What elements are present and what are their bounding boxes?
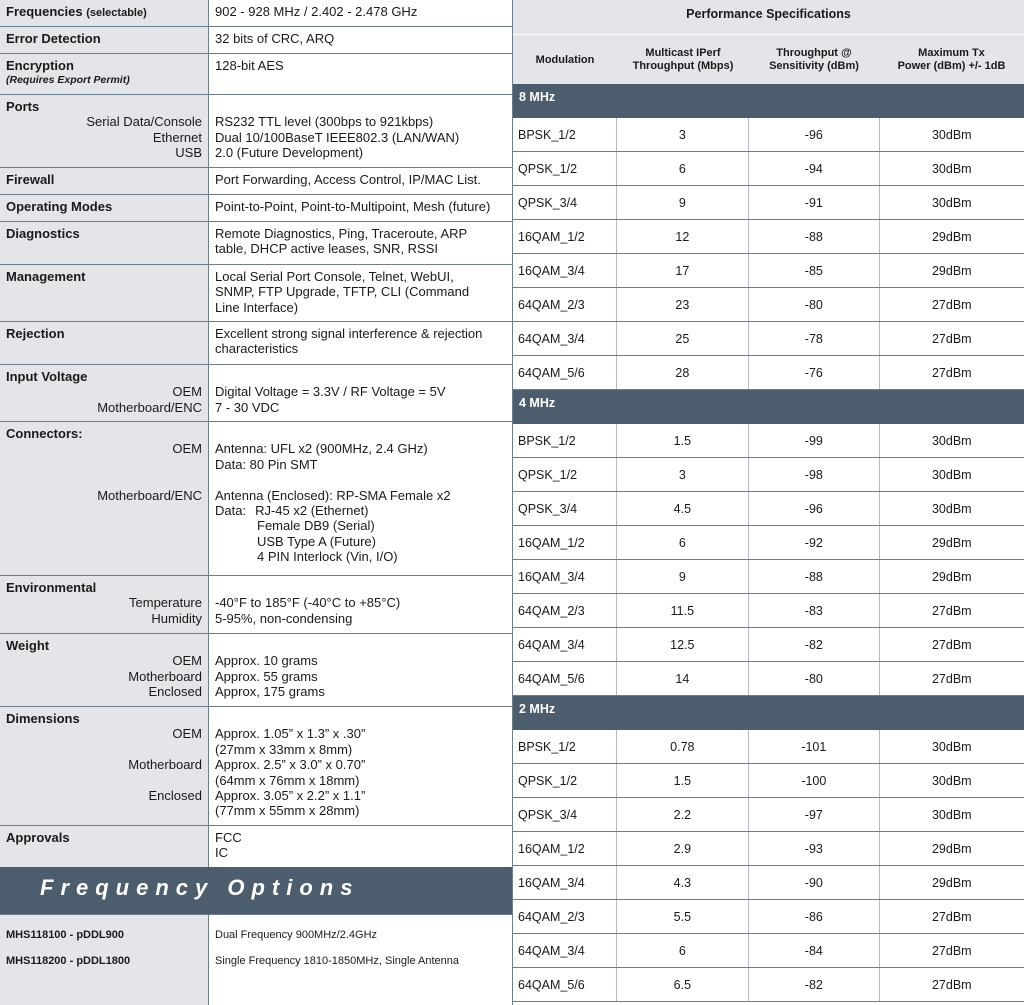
throughput-cell: 9 — [617, 560, 749, 593]
table-row — [513, 356, 1024, 390]
spec-sublabel: Temperature — [129, 595, 202, 611]
spec-value-prefix: Data: — [215, 503, 247, 519]
modulation-cell: 16QAM_1/2 — [513, 220, 617, 253]
tx-power-cell: 30dBm — [931, 433, 972, 448]
table-row — [513, 186, 1024, 220]
sensitivity-cell: -88 — [749, 220, 879, 253]
tx-power-cell: 27dBm — [931, 977, 972, 992]
throughput-cell: 12.5 — [617, 628, 749, 661]
modulation-cell: QPSK_3/4 — [513, 186, 617, 219]
spec-value: (77mm x 55mm x 28mm) — [215, 803, 360, 819]
tx-power-cell: 30dBm — [931, 739, 972, 754]
spec-row-connectors — [0, 422, 512, 576]
spec-label: Management — [6, 269, 86, 284]
modulation-cell: 16QAM_1/2 — [513, 832, 617, 865]
spec-row-ports — [0, 95, 512, 168]
table-row — [513, 628, 1024, 662]
throughput-cell: 3 — [617, 458, 749, 491]
column-header — [513, 35, 617, 85]
table-row — [513, 220, 1024, 254]
table-row — [513, 764, 1024, 798]
tx-power-cell: 29dBm — [931, 875, 972, 890]
throughput-cell: 1.5 — [617, 764, 749, 797]
spec-label — [0, 27, 209, 53]
spec-sublabel: Motherboard — [128, 757, 202, 773]
modulation-cell: BPSK_1/2 — [513, 730, 617, 763]
modulation-cell: 16QAM_3/4 — [513, 866, 617, 899]
table-row — [513, 526, 1024, 560]
sensitivity-cell: -100 — [749, 764, 879, 797]
column-header — [879, 35, 1024, 85]
spec-value: Digital Voltage = 3.3V / RF Voltage = 5V — [215, 384, 446, 400]
modulation-cell: 64QAM_3/4 — [513, 628, 617, 661]
option-description: Dual Frequency 900MHz/2.4GHz — [215, 929, 378, 941]
frequency-options-list — [0, 915, 512, 1005]
spec-value: SNMP, FTP Upgrade, TFTP, CLI (Command — [215, 284, 470, 300]
sensitivity-cell: -96 — [749, 492, 879, 525]
spec-row-operating-modes — [0, 195, 512, 222]
sensitivity-cell: -97 — [749, 798, 879, 831]
sensitivity-cell: -92 — [749, 526, 879, 559]
table-row — [513, 662, 1024, 696]
sensitivity-cell: -99 — [749, 424, 879, 457]
spec-row-weight — [0, 634, 512, 707]
spec-sublabel: OEM — [172, 441, 202, 457]
tx-power-cell: 30dBm — [931, 161, 972, 176]
throughput-cell: 2.2 — [617, 798, 749, 831]
spec-value: 32 bits of CRC, ARQ — [215, 31, 335, 46]
spec-value: (64mm x 76mm x 18mm) — [215, 772, 360, 788]
modulation-cell: 16QAM_3/4 — [513, 560, 617, 593]
spec-value: Approx. 3.05” x 2.2” x 1.1” — [215, 788, 366, 804]
spec-row-input-voltage — [0, 365, 512, 422]
spec-value: Point-to-Point, Point-to-Multipoint, Mesh (future) — [215, 199, 491, 214]
modulation-cell: 64QAM_2/3 — [513, 288, 617, 321]
spec-label: Input Voltage — [6, 369, 88, 384]
spec-value: 902 - 928 MHz / 2.402 - 2.478 GHz — [215, 4, 418, 19]
tx-power-cell: 29dBm — [931, 569, 972, 584]
modulation-cell: QPSK_1/2 — [513, 458, 617, 491]
option-description: Single Frequency 1810-1850MHz, Single Antenna — [215, 955, 459, 967]
spec-sublabel: OEM — [172, 384, 202, 400]
spec-row-environmental — [0, 576, 512, 634]
modulation-cell: 64QAM_5/6 — [513, 356, 617, 389]
tx-power-cell: 29dBm — [931, 535, 972, 550]
throughput-cell: 14 — [617, 662, 749, 695]
tx-power-cell: 30dBm — [931, 807, 972, 822]
throughput-cell: 12 — [617, 220, 749, 253]
spec-row-dimensions — [0, 707, 512, 826]
spec-value: USB Type A (Future) — [257, 533, 376, 549]
throughput-cell: 6.5 — [617, 968, 749, 1001]
tx-power-cell: 27dBm — [931, 365, 972, 380]
throughput-cell: 25 — [617, 322, 749, 355]
spec-sublabel: OEM — [172, 726, 202, 742]
spec-value: 7 - 30 VDC — [215, 399, 280, 415]
throughput-cell: 11.5 — [617, 594, 749, 627]
spec-value: characteristics — [215, 341, 299, 357]
modulation-cell: QPSK_1/2 — [513, 152, 617, 185]
spec-sublabel: Motherboard/ENC — [97, 399, 202, 415]
spec-label: Approvals — [6, 830, 70, 845]
spec-value: Remote Diagnostics, Ping, Traceroute, ARP — [215, 226, 468, 241]
spec-value: Line Interface) — [215, 299, 299, 315]
sensitivity-cell: -82 — [749, 628, 879, 661]
modulation-cell: 16QAM_1/2 — [513, 526, 617, 559]
column-header-text: Multicast IPerf Throughput (Mbps) — [632, 47, 734, 72]
tx-power-cell: 30dBm — [931, 773, 972, 788]
spec-value: Approx. 2.5” x 3.0” x 0.70” — [215, 757, 366, 773]
spec-row-frequencies — [0, 0, 512, 27]
tx-power-cell: 29dBm — [931, 229, 972, 244]
throughput-cell: 6 — [617, 934, 749, 967]
spec-value: 4 PIN Interlock (Vin, I/O) — [257, 549, 398, 565]
tx-power-cell: 30dBm — [931, 467, 972, 482]
modulation-cell: QPSK_3/4 — [513, 798, 617, 831]
spec-sublabel: Enclosed — [148, 684, 202, 700]
tx-power-cell: 30dBm — [931, 127, 972, 142]
modulation-cell: BPSK_1/2 — [513, 118, 617, 151]
spec-value: Female DB9 (Serial) — [257, 518, 375, 534]
spec-row-rejection — [0, 322, 512, 365]
tx-power-cell: 27dBm — [931, 331, 972, 346]
table-row — [513, 458, 1024, 492]
frequency-options-title: Frequency Options — [40, 875, 360, 900]
table-row — [513, 832, 1024, 866]
spec-value: Dual 10/100BaseT IEEE802.3 (LAN/WAN) — [215, 129, 460, 145]
spec-value: Antenna (Enclosed): RP-SMA Female x2 — [215, 487, 451, 503]
spec-label-note: (selectable) — [86, 7, 147, 19]
tx-power-cell: 29dBm — [931, 263, 972, 278]
throughput-cell: 4.3 — [617, 866, 749, 899]
spec-sublabel: Enclosed — [148, 788, 202, 804]
modulation-cell: 64QAM_3/4 — [513, 934, 617, 967]
performance-title: Performance Specifications — [513, 0, 1024, 34]
sensitivity-cell: -98 — [749, 458, 879, 491]
throughput-cell: 2.9 — [617, 832, 749, 865]
spec-value: 128-bit AES — [215, 58, 284, 73]
modulation-cell: QPSK_1/2 — [513, 764, 617, 797]
throughput-cell: 9 — [617, 186, 749, 219]
table-row — [513, 288, 1024, 322]
spec-label: Dimensions — [6, 711, 80, 726]
table-row — [513, 594, 1024, 628]
spec-value: Antenna: UFL x2 (900MHz, 2.4 GHz) — [215, 441, 428, 457]
tx-power-cell: 29dBm — [931, 841, 972, 856]
spec-row-encryption — [0, 54, 512, 95]
spec-sublabel: Motherboard/ENC — [97, 487, 202, 503]
sensitivity-cell: -86 — [749, 900, 879, 933]
spec-label: Diagnostics — [6, 226, 80, 241]
spec-value: Data: 80 Pin SMT — [215, 456, 318, 472]
spec-value: -40°F to 185°F (-40°C to +85°C) — [215, 595, 401, 611]
modulation-cell: 64QAM_2/3 — [513, 900, 617, 933]
column-header-text: Maximum Tx Power (dBm) +/- 1dB — [897, 47, 1006, 72]
table-row — [513, 152, 1024, 186]
throughput-cell: 6 — [617, 526, 749, 559]
spec-value: Approx. 10 grams — [215, 653, 318, 669]
column-header — [617, 35, 749, 85]
spec-value: Port Forwarding, Access Control, IP/MAC List. — [215, 172, 481, 187]
table-row — [513, 934, 1024, 968]
spec-label: Rejection — [6, 326, 65, 341]
column-header — [749, 35, 879, 85]
column-header-text: Throughput @ Sensitivity (dBm) — [769, 47, 859, 72]
tx-power-cell: 27dBm — [931, 297, 972, 312]
spec-row-firewall — [0, 168, 512, 195]
spec-label: Ports — [6, 99, 40, 114]
spec-label: Frequencies — [6, 4, 83, 19]
throughput-cell: 6 — [617, 152, 749, 185]
table-row — [513, 900, 1024, 934]
throughput-cell: 23 — [617, 288, 749, 321]
spec-label-text: Error Detection — [6, 31, 101, 46]
tx-power-cell: 27dBm — [931, 603, 972, 618]
performance-table — [512, 0, 1024, 1005]
sensitivity-cell: -85 — [749, 254, 879, 287]
sensitivity-cell: -84 — [749, 934, 879, 967]
tx-power-cell: 30dBm — [931, 501, 972, 516]
table-row — [513, 254, 1024, 288]
spec-value: (27mm x 33mm x 8mm) — [215, 741, 353, 757]
spec-row-management — [0, 265, 512, 322]
table-row — [513, 118, 1024, 152]
spec-row-diagnostics — [0, 222, 512, 265]
table-row — [513, 730, 1024, 764]
bandwidth-group-header: 8 MHz — [513, 84, 1024, 118]
spec-value: Local Serial Port Console, Telnet, WebUI, — [215, 269, 454, 284]
spec-row-approvals — [0, 826, 512, 867]
sensitivity-cell: -94 — [749, 152, 879, 185]
sensitivity-cell: -80 — [749, 662, 879, 695]
modulation-cell: BPSK_1/2 — [513, 424, 617, 457]
spec-value: RJ-45 x2 (Ethernet) — [255, 503, 369, 519]
throughput-cell: 1.5 — [617, 424, 749, 457]
tx-power-cell: 27dBm — [931, 637, 972, 652]
throughput-cell: 3 — [617, 118, 749, 151]
spec-value: FCC — [215, 830, 242, 845]
spec-sublabel: Motherboard — [128, 668, 202, 684]
spec-label: Operating Modes — [6, 199, 113, 214]
spec-sublabel: USB — [175, 145, 202, 161]
spec-value: 5-95%, non-condensing — [215, 610, 353, 626]
throughput-cell: 17 — [617, 254, 749, 287]
spec-value: 2.0 (Future Development) — [215, 145, 364, 161]
spec-label: Environmental — [6, 580, 97, 595]
table-row — [513, 866, 1024, 900]
modulation-cell: 64QAM_2/3 — [513, 594, 617, 627]
sensitivity-cell: -91 — [749, 186, 879, 219]
tx-power-cell: 27dBm — [931, 909, 972, 924]
modulation-cell: 64QAM_5/6 — [513, 662, 617, 695]
option-model: MHS118200 - pDDL1800 — [6, 955, 131, 967]
sensitivity-cell: -83 — [749, 594, 879, 627]
column-header-text: Modulation — [535, 53, 595, 66]
tx-power-cell: 27dBm — [931, 671, 972, 686]
tx-power-cell: 30dBm — [931, 195, 972, 210]
spec-sublabel: Ethernet — [152, 129, 202, 145]
spec-value: table, DHCP active leases, SNR, RSSI — [215, 241, 439, 257]
spec-value: Excellent strong signal interference & rejection — [215, 326, 483, 341]
throughput-cell: 5.5 — [617, 900, 749, 933]
throughput-cell: 4.5 — [617, 492, 749, 525]
spec-value: Approx. 1.05” x 1.3” x .30” — [215, 726, 366, 742]
spec-sublabel: OEM — [172, 653, 202, 669]
modulation-cell: 64QAM_3/4 — [513, 322, 617, 355]
spec-sublabel: Serial Data/Console — [86, 114, 202, 130]
sensitivity-cell: -93 — [749, 832, 879, 865]
table-row — [513, 492, 1024, 526]
sensitivity-cell: -90 — [749, 866, 879, 899]
sensitivity-cell: -101 — [749, 730, 879, 763]
frequency-options-banner — [0, 867, 512, 915]
spec-value: IC — [215, 845, 228, 861]
spec-value: RS232 TTL level (300bps to 921kbps) — [215, 114, 434, 130]
option-model: MHS118100 - pDDL900 — [6, 929, 124, 941]
spec-row-error-detection — [0, 27, 512, 54]
spec-sublabel: Humidity — [151, 610, 202, 626]
bandwidth-group-header: 4 MHz — [513, 390, 1024, 424]
tx-power-cell: 27dBm — [931, 943, 972, 958]
sensitivity-cell: -78 — [749, 322, 879, 355]
sensitivity-cell: -82 — [749, 968, 879, 1001]
table-row — [513, 798, 1024, 832]
spec-label: Encryption — [6, 58, 74, 73]
throughput-cell: 0.78 — [617, 730, 749, 763]
sensitivity-cell: -88 — [749, 560, 879, 593]
spec-value: Approx, 175 grams — [215, 684, 325, 700]
table-row — [513, 968, 1024, 1002]
table-row — [513, 560, 1024, 594]
table-row — [513, 424, 1024, 458]
sensitivity-cell: -80 — [749, 288, 879, 321]
modulation-cell: QPSK_3/4 — [513, 492, 617, 525]
spec-label: Firewall — [6, 172, 55, 187]
performance-header-row — [513, 34, 1024, 85]
modulation-cell: 16QAM_3/4 — [513, 254, 617, 287]
sensitivity-cell: -76 — [749, 356, 879, 389]
modulation-cell: 64QAM_5/6 — [513, 968, 617, 1001]
sensitivity-cell: -96 — [749, 118, 879, 151]
bandwidth-group-header: 2 MHz — [513, 696, 1024, 730]
spec-value: Approx. 55 grams — [215, 668, 318, 684]
spec-label: Connectors: — [6, 426, 83, 441]
table-row — [513, 322, 1024, 356]
throughput-cell: 28 — [617, 356, 749, 389]
spec-label: Weight — [6, 638, 50, 653]
spec-label-note: (Requires Export Permit) — [6, 74, 130, 87]
